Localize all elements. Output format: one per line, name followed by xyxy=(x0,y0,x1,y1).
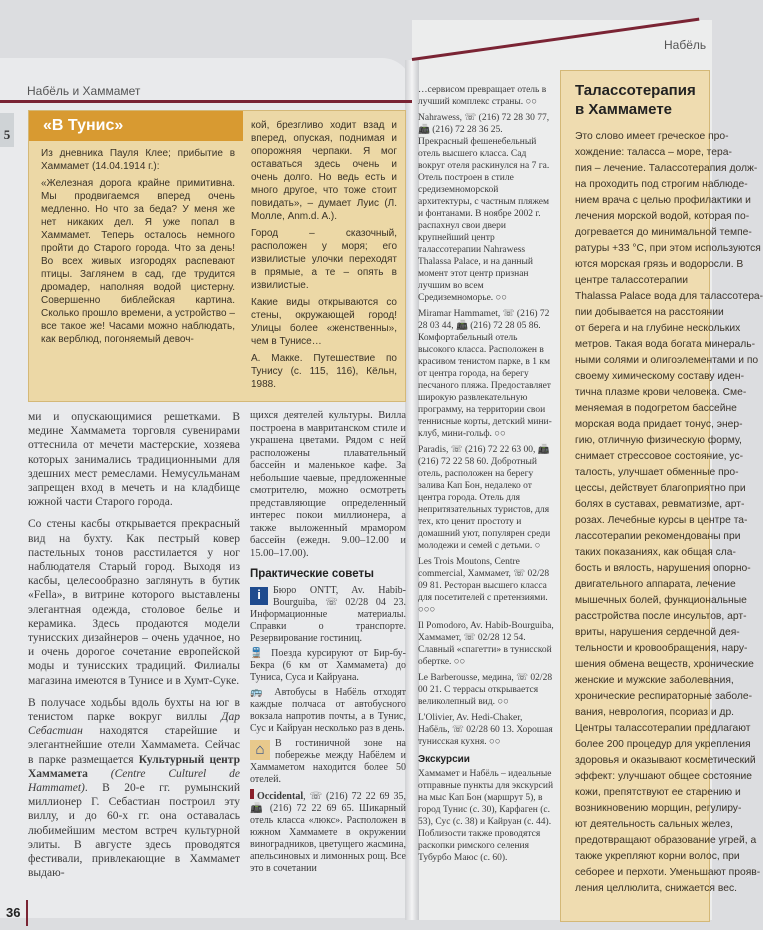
quote-text: «Железная дорога крайне примитивна. Мы продвигаемся вперед очень медленно. Но что за беда? У меня же нет никаких дел. Я уже попал в Хаммамет. Теперь осталось немного пройти до Старого города. Что за день! Во всех живых изгородях распевают птицы. Заглянем в сад, где трудится дромадер, наполняя водой цистерну. Совершенно библейская картина. Сколько прошло времени, а устройство – все такое же! Часами можно наблюдать, как верблюд, погоняемый девоч- xyxy=(41,178,235,345)
thalassotherapy-title: Талассотерапия в Хаммамете xyxy=(575,82,696,118)
hotel-description: , ☏ (216) 72 22 69 35, 📠 (216) 72 22 69 65. Шикарный отель класса «люкс». Расположен в южном Хаммамете в окружении виноградников, цветущего жасмина, апельсиновых и лимонных рощ. Все это в сочетании xyxy=(250,791,406,874)
text-line: на проходить под строгим наблюде- xyxy=(575,179,748,190)
paragraph: Со стены касбы открывается прекрасный вид на бухту. Как пестрый ковер пастельных тонов расстилается у ног наблюдателя Старый город. Выходя из касбы, целесообразно заглянуть в бутик «Fella», в витрине которого выставлены элегантная одежда, столовое белье и керамика. Здесь продаются модели тунисских дизайнеров – очень удачное, но и очень дорогое сочетание европейской моды и тунисских традиций. Филиалы магазина имеются в Тунисе и в Хумт-Суке. xyxy=(28,518,240,687)
culture-center-name: Культурный центр Хаммамета xyxy=(28,753,240,780)
text-line: вриты, нарушения сердечной дея- xyxy=(575,627,740,638)
quote-col-2 xyxy=(243,111,405,401)
villa-name: Дар Себастиан xyxy=(28,711,240,738)
listing: …сервисом превращает отель в лучший комплекс страны. ○○ xyxy=(418,85,547,107)
listing: Le Barberousse, медина, ☏ 02/28 00 21. С террасы открывается великолепный вид. ○○ xyxy=(418,673,553,707)
text-line: хронические респираторные заболе- xyxy=(575,691,753,702)
header-rule xyxy=(0,100,412,103)
text-line: также укрепляют корни волос, при xyxy=(575,851,740,862)
tourist-office xyxy=(250,585,406,645)
text-line: метров. Такая вода богата минераль- xyxy=(575,339,756,350)
text-line: тельности и кровообращения, нару- xyxy=(575,643,748,654)
text-line: Это слово имеет греческое про- xyxy=(575,131,729,142)
text-line: болях в суставах, ревматизме, арт- xyxy=(575,499,745,510)
text-line: таких показаниях, как общая сла- xyxy=(575,547,736,558)
listing: L'Olivier, Av. Hedi-Chaker, Набёль, ☏ 02/28 60 13. Хорошая тунисская кухня. ○○ xyxy=(418,713,553,747)
running-head-left: Набёль и Хаммамет xyxy=(27,84,141,98)
house-icon: ⌂ xyxy=(250,740,270,760)
paragraph: щихся деятелей культуры. Вилла построена в мавританском стиле и украшена цветами. Рядом с ней расположены плавательный бассейн и маленькое кафе. За небольшие чаевые, предложенные смотрителю, можно осмотреть представляющие определенный интерес покои миллионера, а также выложенный мрамором бассейн (ежедн. 9.00–12.00 и 15.00–17.00). xyxy=(250,410,406,559)
bus-info: 🚌 Автобусы в Набёль отходят каждые полчаса от автобусного вокзала напротив почты, а в Тунис, Сус и Кайруан несколько раз в день. xyxy=(250,687,406,734)
right-column xyxy=(418,84,554,868)
text-line: двигательного аппарата, лечение xyxy=(575,579,736,590)
text-line: пия – лечение. Талассотерапия долж- xyxy=(575,163,758,174)
text-line: пии добывается на расстоянии xyxy=(575,307,724,318)
book-spine xyxy=(405,60,419,920)
text-line: розах. Лечебные курсы в центре та- xyxy=(575,515,748,526)
text-line: себорее и перхоти. Уменьшают прояв- xyxy=(575,867,761,878)
listing: Miramar Hammamet, ☏ (216) 72 28 03 44, 📠 (216) 72 28 05 86. Комфортабельный отель высокого класса. Расположен в красивом тенистом парке, в 1 км от центра города, на берегу песчаного пляжа. Предоставляет широкую развлекательную программу, на территории свои теннисные корты, детский мини-клуб, мини-гольф. ○○ xyxy=(418,309,552,439)
tips-heading: Практические советы xyxy=(250,568,374,580)
quote-source: А. Макке. Путешествие по Тунису (с. 115, 116), Кёльн, 1988. xyxy=(251,353,397,390)
running-head-right: Набёль xyxy=(664,38,707,52)
text-line: цессы, действует благоприятно при xyxy=(575,483,746,494)
page-number: 36 xyxy=(6,905,21,920)
text-line: кожи, препятствуют ее старению и xyxy=(575,787,741,798)
text-line: эффект: улучшают общее состояние xyxy=(575,771,752,782)
quote-text-2: Город – сказочный, расположен у моря; его извилистые улочки переходят в прямые, а те – опять в извилистые. xyxy=(251,228,397,291)
text-line: лечения морской водой, которая по- xyxy=(575,211,750,222)
text: находятся старейшие и элегантнейшие отели Хаммамета. Сейчас в парке размещается xyxy=(28,725,240,766)
text: . В 20-е гг. румынский миллионер Г. Себастиан построил эту виллу, и до 60-х гг. она оставалась любимейшим местом встреч культурной элиты. В августе здесь проводятся фестивали, привлекающие в Хаммамет выдаю- xyxy=(28,782,240,880)
text-line: морская вода придает тонус, энер- xyxy=(575,419,743,430)
text-line: хождение: таласса – море, тера- xyxy=(575,147,732,158)
paragraph: ми и опускающимися решетками. В медине Хаммамета торговля сувенирами оттеснила от мечети мастерские, хозяева которых занимались традиционными для здешних мест ремеслами. Немусульманам запрещен вход в мечеть и на кладбище южной части Старого города. xyxy=(28,411,240,509)
listing: Il Pomodoro, Av. Habib-Bourguiba, Хаммамет, ☏ 02/28 12 54. Славный «спагетти» в тунисской обертке. ○○ xyxy=(418,621,554,667)
quote-box-title: «В Тунис» xyxy=(29,111,243,141)
quote-text-3: Какие виды открываются со стены, окружающей город! Улицы более «женственны», чем в Тунисе… xyxy=(251,297,397,347)
main-column-2 xyxy=(250,410,406,889)
left-page-content xyxy=(28,110,406,889)
text-line: меняемая в подогретом бассейне xyxy=(575,403,737,414)
quote-col-1-text xyxy=(29,141,243,356)
quote-col-1 xyxy=(29,111,243,401)
hotel-name: Occidental xyxy=(257,791,304,802)
tourist-office-info: Бюро ONTT, Av. Habib-Bourguiba, ☏ 02/28 04 23. Информационные материалы. Справки о транспорте. Резервирование гостиниц. xyxy=(250,585,406,644)
text-line: предотвращают образование угрей, а xyxy=(575,835,757,846)
hotels-info: В гостиничной зоне на побережье между Набёлем и Хаммаметом находится более 50 отелей. xyxy=(250,738,406,785)
text-line: расстройства после инсультов, арт- xyxy=(575,611,747,622)
listing: Nahrawess, ☏ (216) 72 28 30 77, 📠 (216) 72 28 36 25. Прекрасный фешенебельный отель высшего класса. Сад вокруг отеля раскинулся на 7 га. Отель построен в стиле средиземноморской архитектуры, с частным пляжем и фонтанами. В ноябре 2002 г. распахнул свои двери крупнейший центр талассотерапии Nahrawess Thalassa Palace, и на данный момент этот центр признан лучшим во всем Средиземноморье. ○○ xyxy=(418,113,550,303)
chapter-tab: 5 xyxy=(0,113,14,147)
text-line: вания, неврология, псориаз и др. xyxy=(575,707,735,718)
text-line: ными солями и олигоэлементами и по xyxy=(575,355,759,366)
text-line: женские и мужские заболевания, xyxy=(575,675,734,686)
thalassotherapy-box xyxy=(560,70,763,922)
text: В получасе ходьбы вдоль бухты на юг в тенистом парке вокруг виллы xyxy=(28,696,240,724)
thalassotherapy-text xyxy=(575,129,763,897)
text-line: своему химическому составу иден- xyxy=(575,371,745,382)
text-line: центре талассотерапии xyxy=(575,275,689,286)
text-line: от берега и на глубине нескольких xyxy=(575,323,741,334)
text-line: снимает стрессовое состояние, ус- xyxy=(575,451,744,462)
text-line: лассотерапии рекомендованы при xyxy=(575,531,741,542)
text-line: мышечных болей, функциональные xyxy=(575,595,747,606)
bullet-marker xyxy=(250,789,254,799)
text-line: возникновению морщин, регулиру- xyxy=(575,803,742,814)
text-line: догревается до минимальной темпе- xyxy=(575,227,752,238)
text-line: ратуры +33 °С, при этом используются xyxy=(575,243,761,254)
listing: Paradis, ☏ (216) 72 22 63 00, 📠 (216) 72 22 58 60. Добротный отель, расположен на берегу залива Кап Бон, недалеко от центра города. Отель для непритязательных туристов, для тех, кто ценит простоту и домашний уют, популярен среди молодежи и семей с детьми. ○ xyxy=(418,445,551,551)
text-line: нием врача с целью профилактики и xyxy=(575,195,751,206)
main-columns xyxy=(28,410,406,889)
text-line: Thalassa Palace вода для талассотера- xyxy=(575,291,763,302)
excursions-heading: Экскурсии xyxy=(418,754,470,765)
text-line: гию, отличную физическую форму, xyxy=(575,435,742,446)
text-line: бость и вялость, нарушения опорно- xyxy=(575,563,751,574)
excursions-text: Хаммамет и Набёль – идеальные отправные пункты для экскурсий на мыс Кап Бон (маршрут 5), в город Тунис (с. 30), Карфаген (с. 53), Сус (с. 38) и Кайруан (с. 44). Поблизости также проводятся раскопки римского селения Тубурбо Маюс (с. 60). xyxy=(418,769,554,863)
text-line: ют деятельность сальных желез, xyxy=(575,819,733,830)
hotels xyxy=(250,738,406,786)
quote-intro: Из дневника Пауля Клее; прибытие в Хаммамет (14.04.1914 г.): xyxy=(41,148,235,172)
text-line: ются морская грязь и водоросли. В xyxy=(575,259,744,270)
text-line: ления целлюлита, снижается вес. xyxy=(575,883,737,894)
culture-center-french: (Centre Culturel de Hammamet) xyxy=(28,767,240,795)
quote-text-cont: кой, брезгливо ходит взад и вперед, опуская, поднимая и опорожняя черпаки. Я мог оставаться здесь очень и очень долго. Но ведь есть и много другое, что тоже стоит повидать», – думает Луис (Л. Молле, Anm.d. A.). xyxy=(251,120,397,222)
text-line: более 200 процедур для укрепления xyxy=(575,739,751,750)
page-number-bar xyxy=(26,900,28,926)
listing: Les Trois Moutons, Centre commercial, Хаммамет, ☏ 02/28 09 81. Ресторан высшего класса для посетителей с претензиями. ○○○ xyxy=(418,557,550,615)
paragraph xyxy=(28,696,240,881)
hotel-listing xyxy=(250,789,406,875)
text-line: талость, улучшает обменные про- xyxy=(575,467,739,478)
quote-box xyxy=(28,110,406,402)
info-icon: i xyxy=(250,587,268,605)
main-column-1 xyxy=(28,410,240,889)
text-line: шения обмена веществ, хронические xyxy=(575,659,754,670)
text-line: Центры талассотерапии предлагают xyxy=(575,723,751,734)
text-line: тична плазме крови человека. Сме- xyxy=(575,387,747,398)
text-line: здоровья и оказывают косметический xyxy=(575,755,756,766)
train-info: 🚆 Поезда курсируют от Бир-бу-Бекра (6 км от Хаммамета) до Туниса, Суса и Кайруана. xyxy=(250,648,406,683)
